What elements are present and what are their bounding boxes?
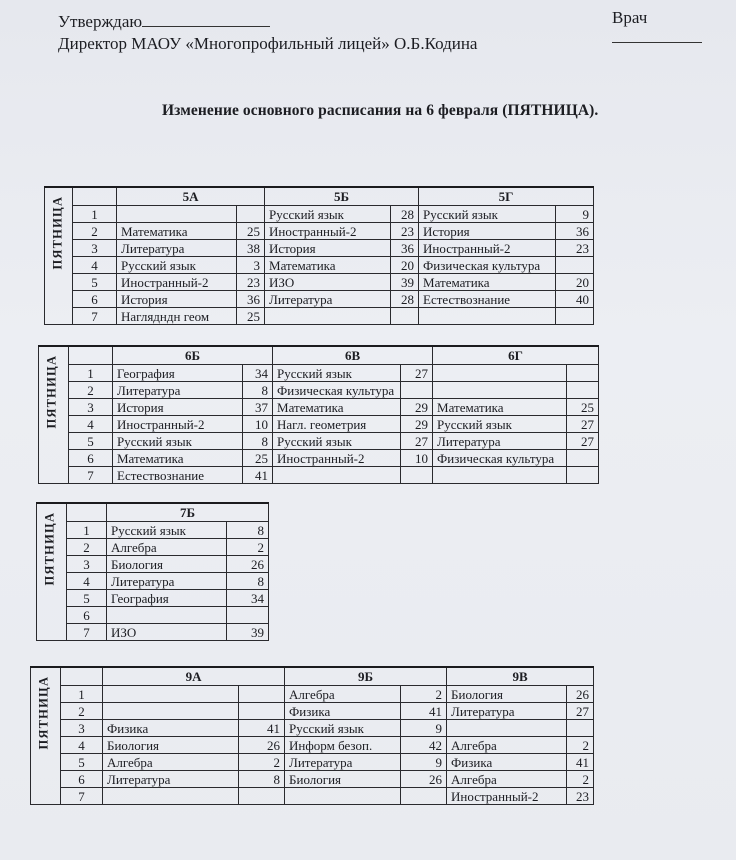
subject: История — [113, 399, 243, 416]
subject: География — [107, 590, 227, 607]
room-number: 2 — [567, 771, 594, 788]
page-title: Изменение основного расписания на 6 февраля (ПЯТНИЦА). — [162, 102, 599, 119]
lesson-row — [37, 573, 269, 590]
lesson-number: 5 — [67, 590, 107, 607]
lesson-row — [37, 624, 269, 641]
signature-line — [142, 12, 270, 27]
room-number — [239, 788, 285, 805]
class-name: 5Б — [265, 187, 419, 206]
room-number — [401, 467, 433, 484]
lesson-row — [45, 274, 594, 291]
lesson-row — [31, 720, 594, 737]
subject — [103, 788, 239, 805]
day-label: ПЯТНИЦА — [36, 675, 51, 749]
lesson-number: 3 — [67, 556, 107, 573]
subject — [265, 308, 391, 325]
room-number: 23 — [237, 274, 265, 291]
schedule-table-9 — [30, 666, 594, 805]
lesson-number: 4 — [69, 416, 113, 433]
lesson-number: 7 — [61, 788, 103, 805]
room-number: 41 — [401, 703, 447, 720]
room-number: 2 — [239, 754, 285, 771]
subject: Литература — [107, 573, 227, 590]
day-cell — [45, 187, 73, 325]
subject — [433, 365, 567, 382]
subject — [273, 467, 401, 484]
class-name: 9Б — [285, 667, 447, 686]
subject — [103, 686, 239, 703]
subject — [433, 382, 567, 399]
room-number: 36 — [391, 240, 419, 257]
subject: Физическая культура — [419, 257, 556, 274]
room-number: 8 — [243, 382, 273, 399]
room-number — [567, 467, 599, 484]
subject — [117, 206, 237, 223]
subject: Русский язык — [419, 206, 556, 223]
lesson-number: 6 — [73, 291, 117, 308]
room-number: 2 — [567, 737, 594, 754]
lesson-row — [31, 703, 594, 720]
subject — [419, 308, 556, 325]
subject: Естествознание — [113, 467, 243, 484]
approval-line — [58, 12, 270, 32]
room-number: 26 — [401, 771, 447, 788]
lesson-number: 1 — [69, 365, 113, 382]
lesson-row — [39, 365, 599, 382]
subject: ИЗО — [265, 274, 391, 291]
room-number — [567, 382, 599, 399]
lesson-row — [31, 737, 594, 754]
room-number: 25 — [237, 308, 265, 325]
room-number: 40 — [556, 291, 594, 308]
subject: Литература — [265, 291, 391, 308]
subject: География — [113, 365, 243, 382]
subject: Естествознание — [419, 291, 556, 308]
subject — [447, 720, 567, 737]
subject — [285, 788, 401, 805]
subject: Литература — [447, 703, 567, 720]
subject: ИЗО — [107, 624, 227, 641]
lesson-number-header — [69, 346, 113, 365]
subject: Литература — [113, 382, 243, 399]
lesson-row — [37, 590, 269, 607]
subject: Физика — [285, 703, 401, 720]
room-number — [556, 308, 594, 325]
room-number: 9 — [401, 720, 447, 737]
subject: Русский язык — [273, 365, 401, 382]
subject: Иностранный-2 — [419, 240, 556, 257]
room-number: 27 — [567, 703, 594, 720]
subject: Литература — [433, 433, 567, 450]
subject: История — [265, 240, 391, 257]
lesson-row — [37, 522, 269, 539]
class-name: 5Г — [419, 187, 594, 206]
class-name: 6В — [273, 346, 433, 365]
room-number: 2 — [401, 686, 447, 703]
lesson-number: 5 — [73, 274, 117, 291]
class-name: 7Б — [107, 503, 269, 522]
subject: Иностранный-2 — [265, 223, 391, 240]
room-number: 8 — [239, 771, 285, 788]
class-name: 9А — [103, 667, 285, 686]
class-name: 9В — [447, 667, 594, 686]
room-number: 41 — [567, 754, 594, 771]
lesson-number: 1 — [67, 522, 107, 539]
class-name: 6Б — [113, 346, 273, 365]
subject: Иностранный-2 — [447, 788, 567, 805]
room-number: 23 — [556, 240, 594, 257]
lesson-row — [45, 308, 594, 325]
room-number: 41 — [243, 467, 273, 484]
room-number: 36 — [556, 223, 594, 240]
lesson-number: 5 — [69, 433, 113, 450]
doctor-label: Врач — [612, 8, 648, 27]
lesson-row — [39, 382, 599, 399]
subject: Алгебра — [447, 771, 567, 788]
room-number: 3 — [237, 257, 265, 274]
subject: Русский язык — [433, 416, 567, 433]
lesson-number: 7 — [67, 624, 107, 641]
room-number: 36 — [237, 291, 265, 308]
day-cell — [37, 503, 67, 641]
room-number: 26 — [227, 556, 269, 573]
room-number: 27 — [401, 365, 433, 382]
subject: Русский язык — [265, 206, 391, 223]
lesson-number: 6 — [69, 450, 113, 467]
room-number: 23 — [567, 788, 594, 805]
subject: Математика — [433, 399, 567, 416]
room-number — [567, 450, 599, 467]
lesson-row — [37, 556, 269, 573]
subject: История — [117, 291, 237, 308]
room-number: 25 — [243, 450, 273, 467]
subject: Русский язык — [113, 433, 243, 450]
schedule-table-7 — [36, 502, 269, 641]
room-number: 26 — [567, 686, 594, 703]
subject: Физика — [447, 754, 567, 771]
lesson-number: 4 — [73, 257, 117, 274]
room-number: 27 — [567, 416, 599, 433]
subject: Биология — [107, 556, 227, 573]
subject: Русский язык — [273, 433, 401, 450]
room-number: 2 — [227, 539, 269, 556]
lesson-number: 6 — [61, 771, 103, 788]
lesson-number: 5 — [61, 754, 103, 771]
class-header-row — [39, 346, 599, 365]
lesson-number: 1 — [61, 686, 103, 703]
lesson-number-header — [73, 187, 117, 206]
room-number — [567, 720, 594, 737]
subject: Математика — [273, 399, 401, 416]
lesson-number: 4 — [61, 737, 103, 754]
lesson-row — [45, 206, 594, 223]
lesson-number: 2 — [73, 223, 117, 240]
subject — [103, 703, 239, 720]
lesson-number: 2 — [67, 539, 107, 556]
room-number: 39 — [391, 274, 419, 291]
lesson-number: 2 — [61, 703, 103, 720]
lesson-number: 3 — [61, 720, 103, 737]
lesson-number: 3 — [73, 240, 117, 257]
class-name: 5А — [117, 187, 265, 206]
class-header-row — [45, 187, 594, 206]
room-number: 28 — [391, 206, 419, 223]
subject: Русский язык — [107, 522, 227, 539]
lesson-row — [39, 433, 599, 450]
subject: Литература — [117, 240, 237, 257]
doctor-signature-line — [612, 28, 702, 43]
day-label: ПЯТНИЦА — [50, 195, 65, 269]
subject: Наглядндн геом — [117, 308, 237, 325]
lesson-row — [39, 416, 599, 433]
subject: Иностранный-2 — [117, 274, 237, 291]
subject: Физическая культура — [273, 382, 401, 399]
room-number: 41 — [239, 720, 285, 737]
room-number: 20 — [391, 257, 419, 274]
lesson-row — [39, 450, 599, 467]
room-number: 8 — [243, 433, 273, 450]
subject: Математика — [265, 257, 391, 274]
lesson-row — [45, 240, 594, 257]
room-number — [401, 382, 433, 399]
day-cell — [39, 346, 69, 484]
subject: Алгебра — [285, 686, 401, 703]
subject: Алгебра — [107, 539, 227, 556]
lesson-number: 7 — [69, 467, 113, 484]
lesson-number: 4 — [67, 573, 107, 590]
room-number: 39 — [227, 624, 269, 641]
subject: Информ безоп. — [285, 737, 401, 754]
day-cell — [31, 667, 61, 805]
room-number: 29 — [401, 416, 433, 433]
room-number: 37 — [243, 399, 273, 416]
subject: Математика — [113, 450, 243, 467]
schedule-table-6 — [38, 345, 599, 484]
lesson-number: 1 — [73, 206, 117, 223]
lesson-number: 2 — [69, 382, 113, 399]
subject: Нагл. геометрия — [273, 416, 401, 433]
room-number — [239, 686, 285, 703]
room-number: 9 — [556, 206, 594, 223]
room-number: 25 — [237, 223, 265, 240]
lesson-row — [37, 607, 269, 624]
room-number — [237, 206, 265, 223]
lesson-number: 7 — [73, 308, 117, 325]
schedule-table-5 — [44, 186, 594, 325]
room-number: 8 — [227, 573, 269, 590]
subject — [107, 607, 227, 624]
room-number: 27 — [401, 433, 433, 450]
doctor-line — [612, 8, 736, 48]
room-number: 10 — [401, 450, 433, 467]
subject: Русский язык — [285, 720, 401, 737]
approve-label: Утверждаю — [58, 12, 143, 31]
subject: Иностранный-2 — [273, 450, 401, 467]
room-number: 34 — [243, 365, 273, 382]
day-label: ПЯТНИЦА — [44, 354, 59, 428]
room-number: 26 — [239, 737, 285, 754]
subject: История — [419, 223, 556, 240]
subject: Алгебра — [447, 737, 567, 754]
subject: Литература — [285, 754, 401, 771]
class-name: 6Г — [433, 346, 599, 365]
subject: Русский язык — [117, 257, 237, 274]
room-number — [391, 308, 419, 325]
lesson-number-header — [67, 503, 107, 522]
subject: Алгебра — [103, 754, 239, 771]
lesson-row — [37, 539, 269, 556]
room-number — [227, 607, 269, 624]
room-number: 9 — [401, 754, 447, 771]
lesson-row — [45, 291, 594, 308]
lesson-number: 6 — [67, 607, 107, 624]
subject: Литература — [103, 771, 239, 788]
lesson-row — [31, 686, 594, 703]
room-number — [239, 703, 285, 720]
lesson-row — [31, 771, 594, 788]
room-number: 34 — [227, 590, 269, 607]
class-header-row — [31, 667, 594, 686]
lesson-row — [45, 223, 594, 240]
room-number: 28 — [391, 291, 419, 308]
director-line: Директор МАОУ «Многопрофильный лицей» О.Б.Кодина — [58, 34, 478, 53]
subject: Биология — [285, 771, 401, 788]
lesson-row — [31, 754, 594, 771]
lesson-row — [45, 257, 594, 274]
day-label: ПЯТНИЦА — [42, 511, 57, 585]
subject: Физическая культура — [433, 450, 567, 467]
room-number: 25 — [567, 399, 599, 416]
lesson-row — [39, 467, 599, 484]
class-header-row — [37, 503, 269, 522]
room-number — [567, 365, 599, 382]
subject: Математика — [419, 274, 556, 291]
room-number: 29 — [401, 399, 433, 416]
room-number — [556, 257, 594, 274]
subject: Иностранный-2 — [113, 416, 243, 433]
room-number: 38 — [237, 240, 265, 257]
room-number: 27 — [567, 433, 599, 450]
subject: Биология — [103, 737, 239, 754]
room-number: 8 — [227, 522, 269, 539]
lesson-row — [31, 788, 594, 805]
room-number: 42 — [401, 737, 447, 754]
room-number — [401, 788, 447, 805]
lesson-row — [39, 399, 599, 416]
room-number: 10 — [243, 416, 273, 433]
subject: Физика — [103, 720, 239, 737]
lesson-number: 3 — [69, 399, 113, 416]
subject: Математика — [117, 223, 237, 240]
lesson-number-header — [61, 667, 103, 686]
room-number: 23 — [391, 223, 419, 240]
subject: Биология — [447, 686, 567, 703]
subject — [433, 467, 567, 484]
room-number: 20 — [556, 274, 594, 291]
